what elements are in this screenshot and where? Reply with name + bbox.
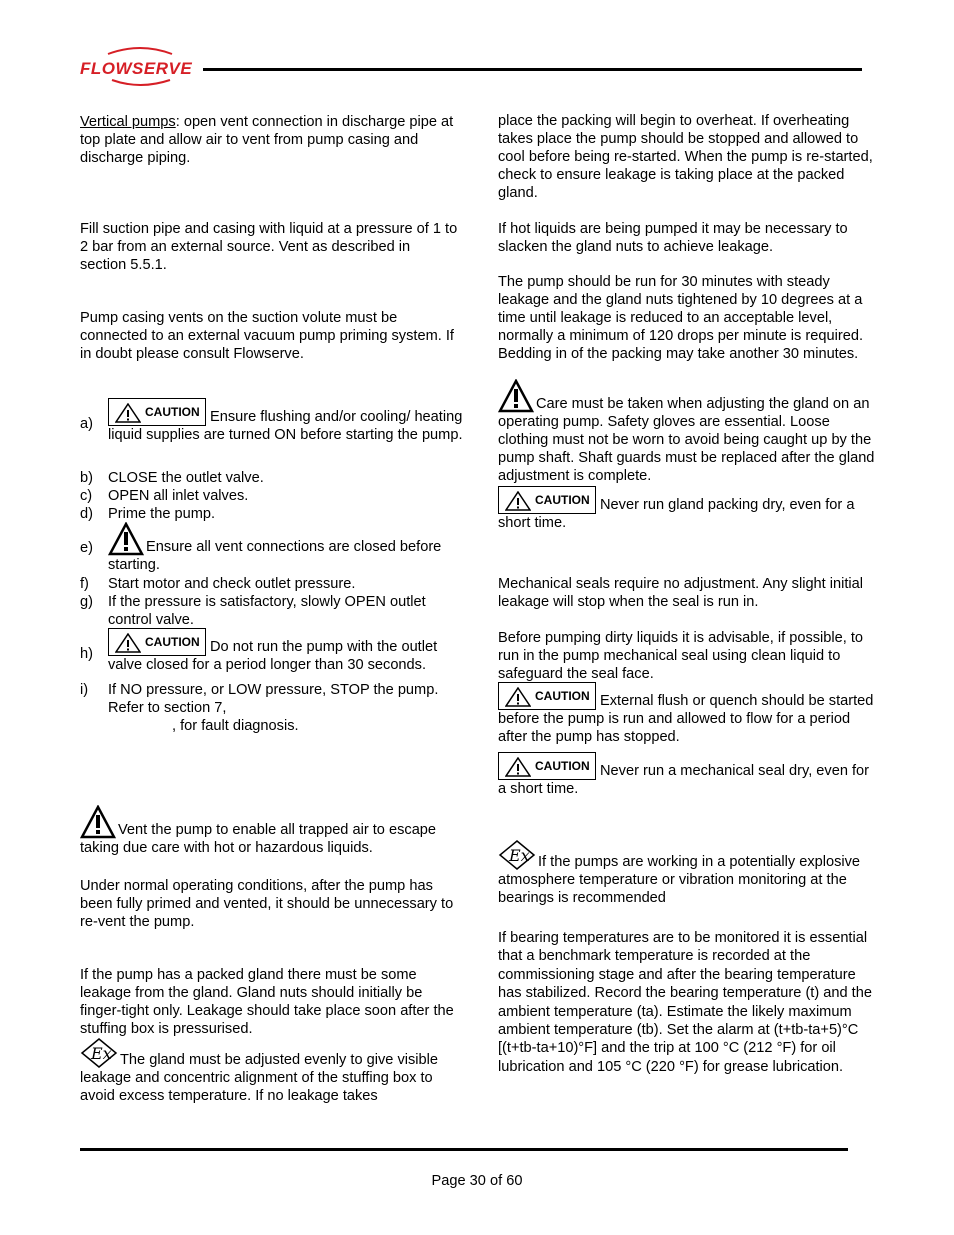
left-para-packed-gland: If the pump has a packed gland there must be some leakage from the gland. Gland nuts should initially be finger-tight only. Leakage should take place soon after the stuffing box is pressurised. <box>80 967 454 1037</box>
left-para-casing-vents: Pump casing vents on the suction volute must be connected to an external vacuum pump priming system. If in doubt please consult Flowserve. <box>80 310 454 362</box>
header-rule <box>203 68 862 71</box>
warning-triangle-icon <box>115 403 141 423</box>
caution-badge <box>498 682 596 710</box>
warning-triangle-icon <box>115 633 141 653</box>
right-para-external-flush <box>498 682 878 746</box>
list-text: Ensure flushing and/or cooling/ heating liquid supplies are turned ON before starting the pump. <box>108 409 463 443</box>
left-para-gland-adjust <box>80 1037 460 1105</box>
caution-label: CAUTION <box>535 689 590 703</box>
flowserve-logo <box>80 46 200 86</box>
warning-triangle-icon <box>505 757 531 777</box>
caution-label: CAUTION <box>535 493 590 507</box>
list-label: c) <box>80 488 93 504</box>
right-para-bearing-temps: If bearing temperatures are to be monitored it is essential that a benchmark temperature is recorded at the commissioning stage and after the bearing temperature has stabilized. Record the bearing temperature (t) and the ambient temperature (ta). Estimate the likely maximum ambient temperature (tb). Set the alarm at (t+tb-ta+5)°C [(t+tb-ta+10)°F] and the trip at 100 °C (212 °F) for oil lubrication and 105 °C (220 °F) for grease lubrication. <box>498 930 872 1075</box>
list-item-g <box>80 593 468 629</box>
right-para-hot-liquids: If hot liquids are being pumped it may be necessary to slacken the gland nuts to achieve leakage. <box>498 221 848 255</box>
explosive-atmosphere-text: If the pumps are working in a potentially explosive atmosphere temperature or vibration monitoring at the bearings is recommended <box>498 854 861 906</box>
vertical-pumps-term: Vertical pumps <box>80 114 176 130</box>
never-dry-packing-text: Never run gland packing dry, even for a short time. <box>498 497 855 531</box>
list-label: e) <box>80 540 93 556</box>
right-para-never-dry-seal <box>498 752 878 798</box>
footer-rule <box>80 1148 848 1151</box>
caution-badge <box>108 628 206 656</box>
vertical-pumps-text: : open vent connection in discharge pipe at top plate and allow air to vent from pump casing and discharge piping. <box>80 114 454 166</box>
external-flush-text: External flush or quench should be started before the pump is run and allowed to flow for a period after the pump has stopped. <box>498 693 874 745</box>
list-text: CLOSE the outlet valve. <box>108 470 264 486</box>
list-text: Prime the pump. <box>108 506 216 522</box>
right-para-never-dry-packing <box>498 486 878 532</box>
list-label: a) <box>80 416 93 432</box>
list-item-c <box>80 487 468 505</box>
list-text: If the pressure is satisfactory, slowly OPEN outlet control valve. <box>108 594 426 628</box>
left-para-vertical-pumps <box>80 113 460 167</box>
right-para-mech-seals: Mechanical seals require no adjustment. Any slight initial leakage will stop when the seal is run in. <box>498 576 864 610</box>
page-number: Page 30 of 60 <box>431 1173 523 1189</box>
ex-hazard-icon <box>80 1037 118 1069</box>
list-label: i) <box>80 682 89 698</box>
list-text: Ensure all vent connections are closed before starting. <box>108 539 442 573</box>
caution-label: CAUTION <box>145 405 200 419</box>
list-item-f <box>80 575 468 593</box>
list-text: Start motor and check outlet pressure. <box>108 576 356 592</box>
gland-adjust-text: The gland must be adjusted evenly to give visible leakage and concentric alignment of the stuffing box to avoid excess temperature. If no leakage takes <box>80 1052 439 1104</box>
caution-badge <box>498 486 596 514</box>
caution-label: CAUTION <box>145 635 200 649</box>
caution-label: CAUTION <box>535 759 590 773</box>
list-label: h) <box>80 646 93 662</box>
logo-text: FLOWSERVE <box>80 59 193 78</box>
list-item-i-cont <box>108 717 472 735</box>
list-item-e <box>80 522 468 574</box>
vent-pump-text: Vent the pump to enable all trapped air to escape taking due care with hot or hazardous liquids. <box>80 822 437 856</box>
list-text: OPEN all inlet valves. <box>108 488 249 504</box>
ex-hazard-icon <box>498 839 536 871</box>
list-item-b <box>80 469 468 487</box>
right-para-run-30-min: The pump should be run for 30 minutes with steady leakage and the gland nuts tightened by 10 degrees at a time until leakage is reduced to an acceptable level, normally a minimum of 120 drops per minute is required. Bedding in of the packing may take another 30 minutes. <box>498 274 864 362</box>
warning-triangle-icon <box>505 491 531 511</box>
list-text: , for fault diagnosis. <box>172 718 299 734</box>
list-item-i <box>80 681 468 717</box>
warning-triangle-icon <box>505 687 531 707</box>
list-text: Do not run the pump with the outlet valve closed for a period longer than 30 seconds. <box>108 639 438 673</box>
warning-icon <box>80 805 116 839</box>
list-item-d <box>80 505 468 523</box>
list-label: d) <box>80 506 93 522</box>
svg-text:Ex: Ex <box>91 1044 112 1063</box>
warning-icon <box>108 522 144 556</box>
caution-badge <box>108 398 206 426</box>
list-label: g) <box>80 594 93 610</box>
caution-badge <box>498 752 596 780</box>
right-para-overheat: place the packing will begin to overheat. If overheating takes place the pump should be stopped and allowed to cool before being re-started. When the pump is re-started, check to ensure leakage is taking place at the packed gland. <box>498 113 873 201</box>
left-para-fill-suction: Fill suction pipe and casing with liquid at a pressure of 1 to 2 bar from an external source. Vent as described in section 5.5.1. <box>80 221 458 273</box>
list-text: If NO pressure, or LOW pressure, STOP the pump. Refer to section 7, <box>108 682 439 716</box>
right-para-care-gland <box>498 379 878 485</box>
right-para-explosive-atmosphere <box>498 839 878 907</box>
warning-icon <box>498 379 534 413</box>
right-para-dirty-liquids: Before pumping dirty liquids it is advisable, if possible, to run in the pump mechanical seal using clean liquid to safeguard the seal face. <box>498 630 864 682</box>
list-label: f) <box>80 576 89 592</box>
svg-text:Ex: Ex <box>509 846 530 865</box>
care-gland-text: Care must be taken when adjusting the gland on an operating pump. Safety gloves are essential. Loose clothing must not be worn to avoid being caught up by the pump shaft. Shaft guards must be replaced after the gland adjustment is complete. <box>498 396 875 484</box>
never-dry-seal-text: Never run a mechanical seal dry, even for a short time. <box>498 763 870 797</box>
list-item-h <box>80 628 460 674</box>
list-label: b) <box>80 470 93 486</box>
left-para-vent-pump <box>80 805 460 857</box>
list-item-a <box>80 398 468 444</box>
left-para-normal-operation: Under normal operating conditions, after the pump has been fully primed and vented, it should be unnecessary to re-vent the pump. <box>80 878 454 930</box>
